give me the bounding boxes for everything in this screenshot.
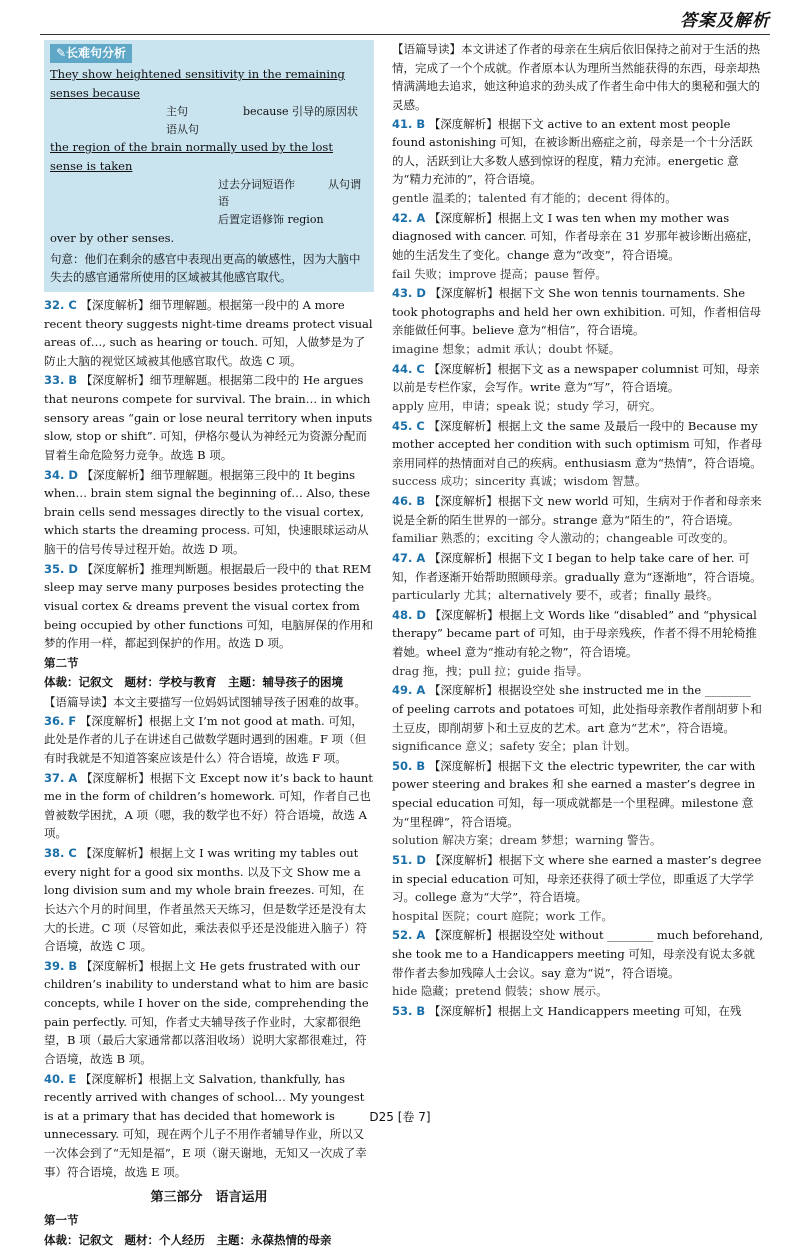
answer-number: 50. B: [392, 758, 426, 773]
answer-text: 【深度解析】根据下文 new world 可知，生病对于作者和母亲来说是全新的陌生世界的一部分。strange 意为“陌生的”，符合语境。: [392, 494, 762, 527]
answer-number: 47. A: [392, 550, 426, 565]
part3-title: 第三部分 语言运用: [150, 1190, 268, 1206]
section2-title: 第二节: [44, 655, 79, 670]
part3-meta: 体裁：记叙文 题材：个人经历 主题：永葆热情的母亲: [44, 1232, 332, 1247]
page-header-title: 答案及解析: [680, 11, 770, 31]
answer-item: [392, 492, 764, 548]
answer-text: 【深度解析】根据下文 I began to help take care of her. 可知，作者逐渐开始帮助照顾母亲。gradually 意为“逐渐地”，符合语境。: [392, 550, 762, 584]
vocab-note: significance 意义；safety 安全；plan 计划。: [392, 739, 637, 754]
answer-number: 42. A: [392, 210, 426, 225]
analysis-sentence-line3: over by other senses.: [50, 231, 175, 245]
answer-number: 39. B: [44, 958, 78, 973]
section2-meta: 体裁：记叙文 题材：学校与教育 主题：辅导孩子的困境: [44, 675, 343, 690]
answer-number: 49. A: [392, 683, 426, 698]
answer-text: 【深度解析】细节理解题。根据第三段中的 It begins when… brain stem signal the beginning of… Also, these brain cells send messages directly to the visual cortex, which starts the dreaming process. 可知，快速眼球运动从脑干的信号传导过程开始。故选 D 项。: [44, 467, 371, 556]
right-column: [392, 40, 764, 1022]
answer-number: 45. C: [392, 418, 425, 433]
answer-item: [392, 606, 764, 681]
answer-number: 35. D: [44, 561, 78, 576]
answer-text: 【深度解析】根据下文 She won tennis tournaments. She took photographs and held her own exhibition. 可知，作者相信母亲能做任何事。believe 意为“相信”，符合语境。: [392, 286, 762, 338]
analysis-annotation-3: 后置定语修饰 region: [218, 213, 324, 227]
answer-number: 37. A: [44, 770, 78, 785]
answer-item: [44, 712, 374, 768]
answer-text: 【深度解析】根据下文 as a newspaper columnist 可知，母亲以前是专栏作家，会写作。write 意为“写”，符合语境。: [392, 361, 760, 395]
answer-number: 38. C: [44, 846, 77, 860]
answer-number: 36. F: [44, 713, 77, 728]
answer-number: 40. E: [44, 1071, 77, 1086]
answer-number: 44. C: [392, 361, 425, 376]
vocab-note: success 成功；sincerity 真诚；wisdom 智慧。: [392, 474, 647, 489]
vocab-note: apply 应用，申请；speak 说；study 学习，研究。: [392, 398, 662, 413]
vocab-note: hide 隐藏；pretend 假装；show 展示。: [392, 984, 608, 999]
answer-text: 【深度解析】根据上文 I was writing my tables out every night for a good six months. 以及下文 Show me a long division sum and my whole brain freezes. 可知，在长达六个月的时间里，作者虽然天天练习，但是数学还是没有太大的长进。C 项（尽管如此，乘法表似乎还是没能进入脑子）符合语境，故选 C 项。: [44, 846, 367, 954]
answer-number: 34. D: [44, 467, 78, 482]
answer-item: [44, 466, 374, 559]
answer-item: [392, 681, 764, 756]
vocab-note: drag 拖，拽；pull 拉；guide 指导。: [392, 663, 589, 678]
answer-number: 52. A: [392, 928, 426, 943]
answer-list-reading: [44, 296, 374, 653]
answer-number: 43. D: [392, 286, 426, 301]
answer-text: 【深度解析】推理判断题。根据最后一段中的 that REM sleep may serve many purposes besides protecting the visual cortex & dreams prevent the visual cortex from being occupied by other functions 可知，电脑屏保的作用和梦的作用一样，都起到保护的作用。故选 D 项。: [44, 561, 373, 651]
answer-text: 【深度解析】根据设空处 she instructed me in the ________ of peeling carrots and potatoes 可知，此处指母亲教作者削胡萝卜和土豆皮，即削胡萝卜和土豆皮的艺术。art 意为“艺术”，符合语境。: [392, 683, 762, 735]
vocab-note: gentle 温柔的；talented 有才能的；decent 得体的。: [392, 191, 677, 205]
analysis-sentence-line2: the region of the brain normally used by the lost sense is taken: [50, 140, 333, 173]
vocab-note: fail 失败；improve 提高；pause 暂停。: [392, 266, 607, 281]
answer-number: 33. B: [44, 373, 78, 388]
answer-item: [392, 757, 764, 850]
answer-text: 【深度解析】根据上文 Salvation, thankfully, has recently arrived with changes of school… My youngest is at a primary that has decided that homework is unnecessary. 可知，现在两个儿子不用作者辅导作业，所以又一次体会到了“无知是福”，E 项（谢天谢地，无知又一次成了幸事）符合语境，故选 E 项。: [44, 1071, 367, 1179]
vocab-note: particularly 尤其；alternatively 要不，或者；finally 最终。: [392, 588, 719, 603]
answer-text: 【深度解析】细节理解题。根据第二段中的 He argues that neurons compete for survival. The brain… in which sensory areas “gain or lose neural territory when inputs slow, stop or shift”. 可知，伊格尔曼认为神经元为资源分配而冒着生命危险努力竞争。故选 B 项。: [44, 373, 373, 462]
answer-item: [44, 371, 374, 464]
answer-item: [392, 851, 764, 926]
answer-item: [392, 549, 764, 605]
answer-item: [392, 284, 764, 359]
header-rule: [40, 34, 770, 35]
answer-number: 41. B: [392, 116, 426, 131]
answer-item: [392, 926, 764, 1001]
vocab-note: familiar 熟悉的；exciting 令人激动的；changeable 可改变的。: [392, 531, 735, 546]
answer-item: [392, 115, 764, 208]
answer-list-cloze: [392, 115, 764, 1021]
answer-text: 【深度解析】根据上文 I was ten when my mother was diagnosed with cancer. 可知，作者母亲在 31 岁那年被诊断出癌症，她的生活发生了变化。change 意为“改变”，符合语境。: [392, 210, 759, 262]
vocab-note: solution 解决方案；dream 梦想；warning 警告。: [392, 833, 662, 848]
analysis-title: ✎长难句分析: [50, 44, 132, 63]
answer-number: 51. D: [392, 852, 426, 867]
answer-item: [44, 844, 374, 956]
answer-item: [44, 957, 374, 1069]
answer-number: 46. B: [392, 494, 426, 508]
answer-item: [392, 360, 764, 416]
answer-number: 48. D: [392, 607, 426, 622]
analysis-annotation-2: 过去分词短语作 从句谓语: [218, 177, 361, 209]
answer-text: 【深度解析】细节理解题。根据第一段中的 A more recent theory suggests night-time dreams protect visual areas of…, such as hearing or touch. 可知，人做梦是为了防止大脑的视觉区域被其他感官取代。故选 C 项。: [44, 297, 373, 368]
section2-guide: 【语篇导读】本文主要描写一位妈妈试图辅导孩子困难的故事。: [44, 695, 366, 709]
vocab-note: imagine 想象；admit 承认；doubt 怀疑。: [392, 342, 621, 356]
answer-number: 32. C: [44, 297, 77, 312]
answer-text: 【深度解析】根据上文 I’m not good at math. 可知，此处是作者的儿子在讲述自己做数学题时遇到的困难。F 项（但有时我就是不知道答案应该是什么）符合语境，故选 F 项。: [44, 713, 367, 765]
part3-section-title: 第一节: [44, 1213, 79, 1228]
answer-text: 【深度解析】根据设空处 without ________ much beforehand, she took me to a Handicappers meeting 可知，母亲没有说太多就带作者去参加残障人士会议。say 意为“说”，符合语境。: [392, 928, 764, 980]
vocab-note: hospital 医院；court 庭院；work 工作。: [392, 908, 614, 923]
answer-item: [392, 417, 764, 492]
answer-text: 【深度解析】根据下文 active to an extent most people found astonishing 可知，在被诊断出癌症之前，母亲是一个十分活跃的人，活跃到让大多数人感到惊讶的程度，精力充沛。energetic 意为“精力充沛的”，符合语境。: [392, 116, 753, 187]
answer-item: [392, 209, 764, 284]
answer-item: [44, 560, 374, 653]
page-number: D25 [卷 7]: [369, 1110, 431, 1124]
answer-text: 【深度解析】根据下文 Except now it’s back to haunt me in the form of children’s homework. 可知，作者自己也曾被数学困扰，A 项（嗯，我的数学也不好）符合语境，故选 A 项。: [44, 770, 373, 841]
analysis-sentence-line1: They show heightened sensitivity in the remaining senses because: [50, 67, 345, 101]
cloze-guide: 【语篇导读】本文讲述了作者的母亲在生病后依旧保持之前对于生活的热情，完成了一个个成就。作者原本认为理所当然能获得的东西，母亲却热情满满地去追求，她这种追求的劲头成了作者生命中伟大的奥秘和强大的灵感。: [392, 42, 760, 112]
sentence-analysis-box: [44, 40, 374, 292]
answer-text: 【深度解析】根据下文 the electric typewriter, the car with power steering and brakes 和 she earned a master’s degree in special education 可知，每一项成就都是一个里程碑。milestone 意为“里程碑”，符合语境。: [392, 758, 756, 829]
analysis-translation: 句意：他们在剩余的感官中表现出更高的敏感性，因为大脑中失去的感官通常所使用的区域被其他感官取代。: [50, 251, 361, 285]
answer-item: [392, 1002, 764, 1021]
answer-text: 【深度解析】根据上文 the same 及最后一段中的 Because my mother accepted her condition with such optimism 可知，作者母亲用同样的热情面对自己的疾病。enthusiasm 意为“热情”，符合语境。: [392, 418, 763, 470]
answer-text: 【深度解析】根据上文 Handicappers meeting 可知，在残: [428, 1003, 742, 1018]
answer-text: 【深度解析】根据下文 where she earned a master’s degree in special education 可知，母亲还获得了硕士学位，即重返了大学学习。college 意为“大学”，符合语境。: [392, 852, 762, 905]
analysis-annotation-1: 主句 because 引导的原因状语从句: [166, 104, 359, 136]
answer-number: 53. B: [392, 1003, 426, 1018]
answer-item: [44, 769, 374, 844]
answer-item: [44, 296, 374, 371]
left-column: [44, 40, 374, 1251]
answer-text: 【深度解析】根据上文 He gets frustrated with our children’s inability to understand what to him are basic concepts, while I hover on the side, comprehending the pain perfectly. 可知，作者丈夫辅导孩子作业时，大家都很绝望，B 项（最后大家通常都以落泪收场）说明大家都很难过，符合语境，故选 B 项。: [44, 958, 369, 1066]
answer-text: 【深度解析】根据上文 Words like “disabled” and “physical therapy” became part of 可知，由于母亲残疾，作者不得不用轮椅推着她。wheel 意为“推动有轮之物”，符合语境。: [392, 607, 757, 659]
